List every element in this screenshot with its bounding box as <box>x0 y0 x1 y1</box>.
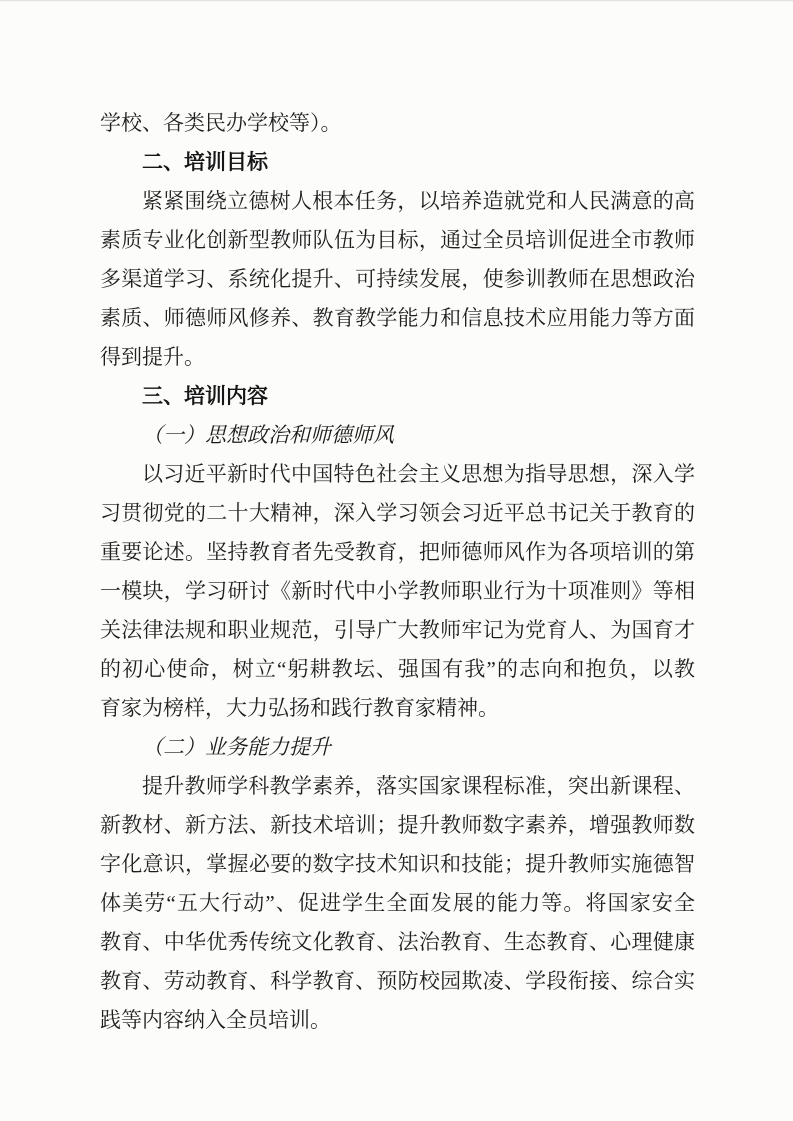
section-heading: 三、培训内容 <box>142 385 268 408</box>
text-line: 的初心使命，树立“躬耕教坛、强国有我”的志向和抱负，以教 <box>100 657 695 681</box>
subsection-heading: （一）思想政治和师德师风 <box>142 423 394 447</box>
text-line: 习贯彻党的二十大精神，深入学习领会习近平总书记关于教育的 <box>100 501 695 525</box>
text-line: 以习近平新时代中国特色社会主义思想为指导思想，深入学 <box>142 462 695 486</box>
text-line: 提升教师学科教学素养，落实国家课程标准，突出新课程、 <box>142 774 695 798</box>
text-line: 育家为榜样，大力弘扬和践行教育家精神。 <box>100 696 499 720</box>
text-line: 素质、师德师风修养、教育教学能力和信息技术应用能力等方面 <box>100 306 695 330</box>
subsection-heading: （二）业务能力提升 <box>142 735 331 759</box>
text-line: 教育、劳动教育、科学教育、预防校园欺凌、学段衔接、综合实 <box>100 969 695 993</box>
text-line: 关法律法规和职业规范，引导广大教师牢记为党育人、为国育才 <box>100 618 695 642</box>
scan-edge-shadow <box>0 0 793 2</box>
text-line: 新教材、新方法、新技术培训；提升教师数字素养，增强教师数 <box>100 813 695 837</box>
text-line: 一模块，学习研讨《新时代中小学教师职业行为十项准则》等相 <box>100 579 695 603</box>
text-line: 得到提升。 <box>100 345 205 369</box>
text-line: 素质专业化创新型教师队伍为目标，通过全员培训促进全市教师 <box>100 228 695 252</box>
text-line: 重要论述。坚持教育者先受教育，把师德师风作为各项培训的第 <box>100 540 695 564</box>
text-line: 学校、各类民办学校等）。 <box>100 111 342 135</box>
section-heading: 二、培训目标 <box>142 151 268 174</box>
text-line: 践等内容纳入全员培训。 <box>100 1008 331 1032</box>
text-line: 教育、中华优秀传统文化教育、法治教育、生态教育、心理健康 <box>100 930 695 954</box>
text-line: 紧紧围绕立德树人根本任务，以培养造就党和人民满意的高 <box>142 189 695 213</box>
text-line: 字化意识，掌握必要的数字技术知识和技能；提升教师实施德智 <box>100 852 695 876</box>
text-line: 体美劳“五大行动”、促进学生全面发展的能力等。将国家安全 <box>100 891 695 915</box>
document-content <box>100 104 695 1040</box>
text-line: 多渠道学习、系统化提升、可持续发展，使参训教师在思想政治 <box>100 267 695 291</box>
